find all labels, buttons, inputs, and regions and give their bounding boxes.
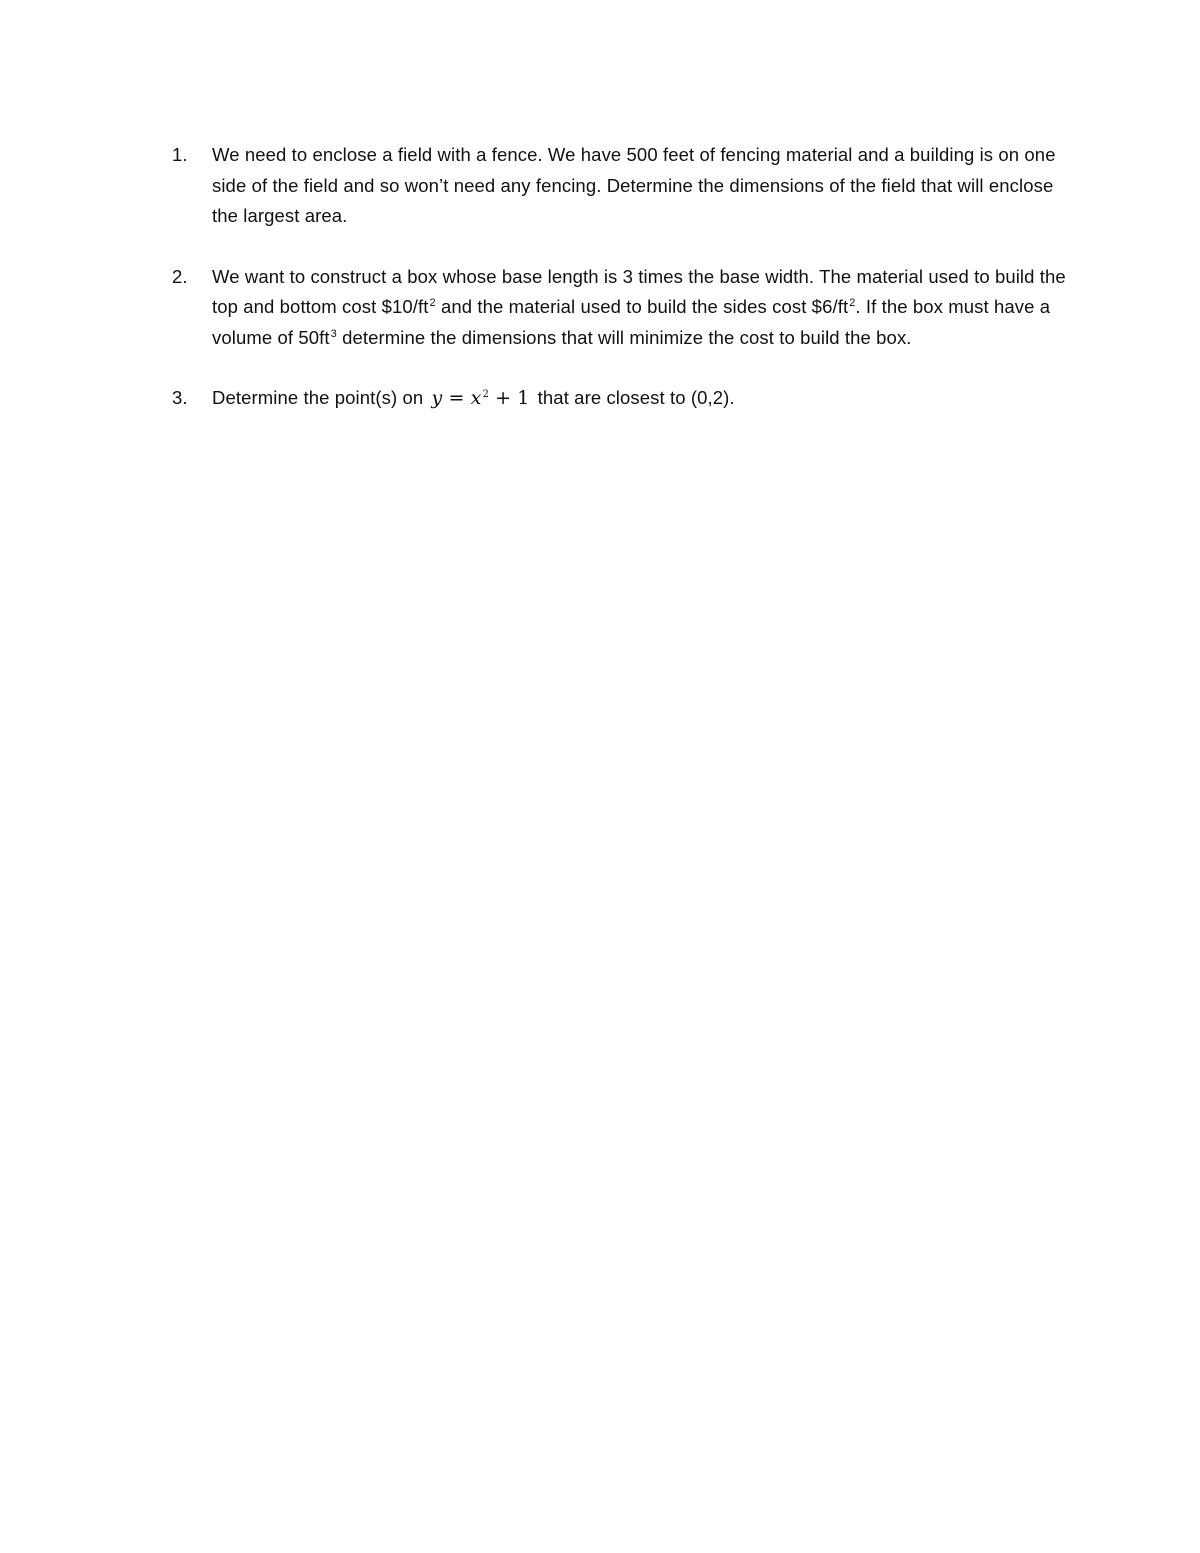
text-segment: and the material used to build the sides cost $6/ft: [435, 296, 849, 317]
problem-2: [172, 262, 1072, 354]
math-variable-x: x: [470, 387, 482, 409]
problem-number: 3.: [172, 387, 188, 408]
math-equals: =: [442, 387, 471, 409]
math-variable-y: y: [431, 387, 443, 409]
text-segment: . If the box must have a volume of 50ft: [212, 296, 1051, 348]
problem-text: [212, 383, 1072, 414]
text-segment: We want to construct a box whose base length is 3 times the base width. The material used to build the top and bottom cost $10/ft: [212, 265, 1066, 317]
math-exponent: 2: [482, 389, 489, 400]
problem-number: 2.: [172, 265, 188, 287]
problem-text: [212, 262, 1072, 354]
problem-number: 1.: [172, 144, 188, 165]
text-segment: Determine the point(s) on: [212, 387, 429, 408]
problem-text: We need to enclose a field with a fence. We have 500 feet of fencing material and a building is on one side of the field and so won’t need any fencing. Determine the dimensions of the field that will enclose the largest area.: [212, 144, 1056, 226]
problem-1: [172, 140, 1072, 232]
superscript: 2: [849, 297, 856, 309]
superscript: 2: [429, 297, 436, 309]
text-segment: that are closest to (0,2).: [532, 387, 735, 408]
superscript: 3: [330, 327, 337, 340]
text-segment: determine the dimensions that will minimize the cost to build the box.: [336, 326, 912, 348]
math-plus-one: + 1: [488, 387, 530, 409]
problem-3: [172, 383, 1072, 414]
problem-list: [172, 140, 1072, 414]
math-equation: [428, 387, 532, 409]
